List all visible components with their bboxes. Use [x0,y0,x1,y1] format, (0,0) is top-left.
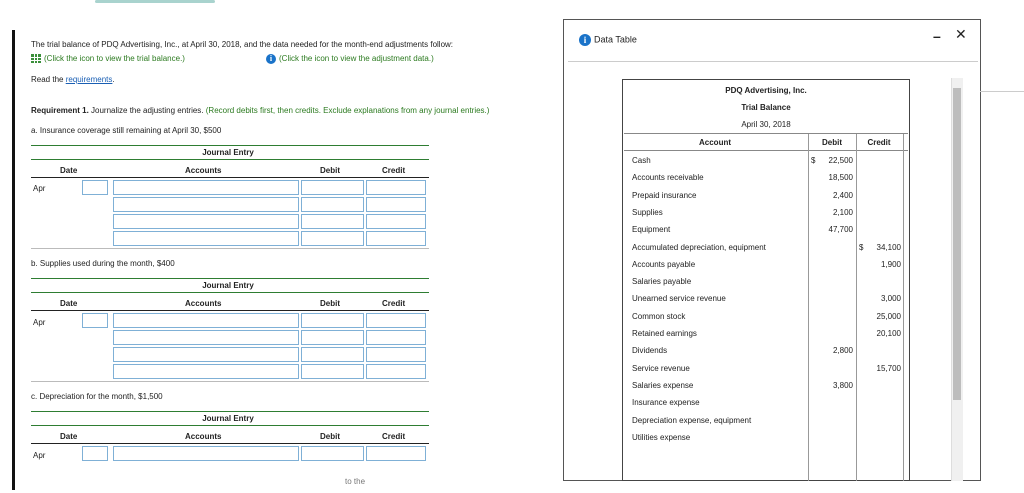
entry-b-debit-input-4[interactable] [301,364,364,379]
entry-a-debit-input-3[interactable] [301,214,364,229]
tb-account-cell: Salaries expense [632,381,694,390]
entry-c-title: Journal Entry [202,414,254,423]
entry-a-account-input-3[interactable] [113,214,299,229]
entry-a-credit-header: Credit [382,166,406,175]
tb-debit-sign: $ [811,156,816,165]
report-name: Trial Balance [741,103,791,112]
entry-b-debit-input-3[interactable] [301,347,364,362]
report-date: April 30, 2018 [741,120,791,129]
entry-a-credit-input-2[interactable] [366,197,426,212]
tb-account-cell: Service revenue [632,364,690,373]
adjustment-data-link[interactable] [266,54,434,64]
entry-a-header-rule [31,177,429,178]
close-button[interactable]: ✕ [955,26,967,42]
requirement-note: (Record debits first, then credits. Exclude explanations from any journal entries.) [203,106,490,115]
requirement-number: Requirement 1. [31,106,89,115]
entry-b-accounts-header: Accounts [185,299,222,308]
entry-c-date-header: Date [60,432,78,441]
entry-a-date-label: Apr [33,184,46,193]
requirements-link[interactable]: requirements [65,75,113,84]
right-column-divider [903,134,904,481]
entry-b-account-input-3[interactable] [113,347,299,362]
entry-c-account-input-1[interactable] [113,446,299,461]
entry-a-top-rule [31,145,429,146]
data-table-header [579,34,637,46]
tb-debit-cell: 3,800 [832,381,853,390]
entry-b-date-header: Date [60,299,78,308]
entry-a-credit-input-1[interactable] [366,180,426,195]
scrollbar-thumb[interactable] [953,88,961,400]
tb-account-cell: Utilities expense [632,433,691,442]
entry-b-date-label: Apr [33,318,46,327]
tb-credit-sign: $ [859,243,864,252]
entry-b-title: Journal Entry [202,281,254,290]
entry-a-account-input-2[interactable] [113,197,299,212]
read-suffix: . [112,75,115,84]
bottom-partial-text: to the [345,477,366,486]
data-table-title: Data Table [594,34,637,45]
intro-text: The trial balance of PDQ Advertising, Inc., at April 30, 2018, and the data needed for the month-end adjustments follow: [31,40,454,49]
tb-credit-cell: 25,000 [876,312,901,321]
tb-account-cell: Supplies [632,208,663,217]
tb-credit-cell: 3,000 [880,294,901,303]
account-header: Account [699,138,731,147]
tb-debit-cell: 18,500 [828,173,853,182]
entry-c-prompt: c. Depreciation for the month, $1,500 [31,392,163,401]
left-edge-bar [12,30,15,490]
tb-debit-cell: 2,100 [832,208,853,217]
entry-b-bottom-rule [31,381,429,382]
tb-account-cell: Accounts receivable [632,173,704,182]
tb-credit-cell: 20,100 [876,329,901,338]
tb-credit-cell: 1,900 [880,260,901,269]
entry-a-accounts-header: Accounts [185,166,222,175]
entry-b-debit-input-2[interactable] [301,330,364,345]
entry-c-day-input[interactable] [82,446,108,461]
tb-title-rule [624,133,908,134]
entry-c-date-label: Apr [33,451,46,460]
entry-a-prompt: a. Insurance coverage still remaining at April 30, $500 [31,126,222,135]
entry-b-mid-rule [31,292,429,293]
entry-a-debit-input-2[interactable] [301,197,364,212]
tb-credit-cell: 15,700 [876,364,901,373]
minimize-button[interactable]: – [933,28,941,44]
credit-header: Credit [867,138,891,147]
tb-debit-cell: 2,800 [832,346,853,355]
tb-account-cell: Retained earnings [632,329,697,338]
entry-c-top-rule [31,411,429,412]
credit-column-divider [856,134,857,481]
debit-column-divider [808,134,809,481]
tb-account-cell: Depreciation expense, equipment [632,416,752,425]
tb-credit-cell: 34,100 [876,243,901,252]
entry-b-credit-input-3[interactable] [366,347,426,362]
trial-balance-link-label[interactable]: (Click the icon to view the trial balance.) [44,54,185,63]
tb-account-cell: Prepaid insurance [632,191,697,200]
entry-a-debit-header: Debit [320,166,340,175]
background-rule [980,91,1024,92]
entry-a-debit-input-4[interactable] [301,231,364,246]
tb-account-cell: Cash [632,156,651,165]
entry-a-debit-input-1[interactable] [301,180,364,195]
window-separator [568,61,978,62]
table-grid-icon[interactable] [31,54,41,63]
tb-debit-cell: 2,400 [832,191,853,200]
tb-account-cell: Salaries payable [632,277,692,286]
entry-b-header-rule [31,310,429,311]
entry-b-prompt: b. Supplies used during the month, $400 [31,259,175,268]
info-icon: i [579,34,591,46]
entry-b-account-input-1[interactable] [113,313,299,328]
entry-c-credit-header: Credit [382,432,406,441]
entry-a-mid-rule [31,159,429,160]
entry-b-top-rule [31,278,429,279]
entry-a-credit-input-3[interactable] [366,214,426,229]
tb-debit-cell: 47,700 [828,225,853,234]
tb-account-cell: Common stock [632,312,686,321]
entry-a-bottom-rule [31,248,429,249]
entry-c-header-rule [31,443,429,444]
entry-b-credit-input-1[interactable] [366,313,426,328]
adjustment-data-link-label[interactable]: (Click the icon to view the adjustment data.) [279,54,434,64]
entry-b-credit-input-4[interactable] [366,364,426,379]
entry-b-debit-input-1[interactable] [301,313,364,328]
entry-a-day-input[interactable] [82,180,108,195]
tb-account-cell: Accounts payable [632,260,696,269]
trial-balance-link[interactable] [31,54,185,63]
tb-account-cell: Dividends [632,346,668,355]
entry-c-debit-header: Debit [320,432,340,441]
debit-header: Debit [822,138,842,147]
requirement-heading [31,106,489,115]
entry-a-account-input-4[interactable] [113,231,299,246]
entry-c-mid-rule [31,425,429,426]
entry-c-credit-input-1[interactable] [366,446,426,461]
entry-b-day-input[interactable] [82,313,108,328]
tb-debit-cell: 22,500 [828,156,853,165]
entry-b-credit-header: Credit [382,299,406,308]
entry-c-debit-input-1[interactable] [301,446,364,461]
info-icon[interactable]: i [266,54,276,64]
entry-a-account-input-1[interactable] [113,180,299,195]
read-prefix: Read the [31,75,66,84]
entry-b-account-input-4[interactable] [113,364,299,379]
entry-a-credit-input-4[interactable] [366,231,426,246]
tb-account-cell: Unearned service revenue [632,294,726,303]
company-name: PDQ Advertising, Inc. [725,86,807,95]
entry-b-debit-header: Debit [320,299,340,308]
read-requirements [31,75,115,84]
top-accent-bar [95,0,215,3]
entry-a-date-header: Date [60,166,78,175]
tb-account-cell: Accumulated depreciation, equipment [632,243,766,252]
tb-account-cell: Insurance expense [632,398,700,407]
requirement-text: Journalize the adjusting entries. [88,106,204,115]
entry-b-account-input-2[interactable] [113,330,299,345]
tb-account-cell: Equipment [632,225,671,234]
entry-b-credit-input-2[interactable] [366,330,426,345]
entry-c-accounts-header: Accounts [185,432,222,441]
tb-header-rule [624,150,908,151]
entry-a-title: Journal Entry [202,148,254,157]
